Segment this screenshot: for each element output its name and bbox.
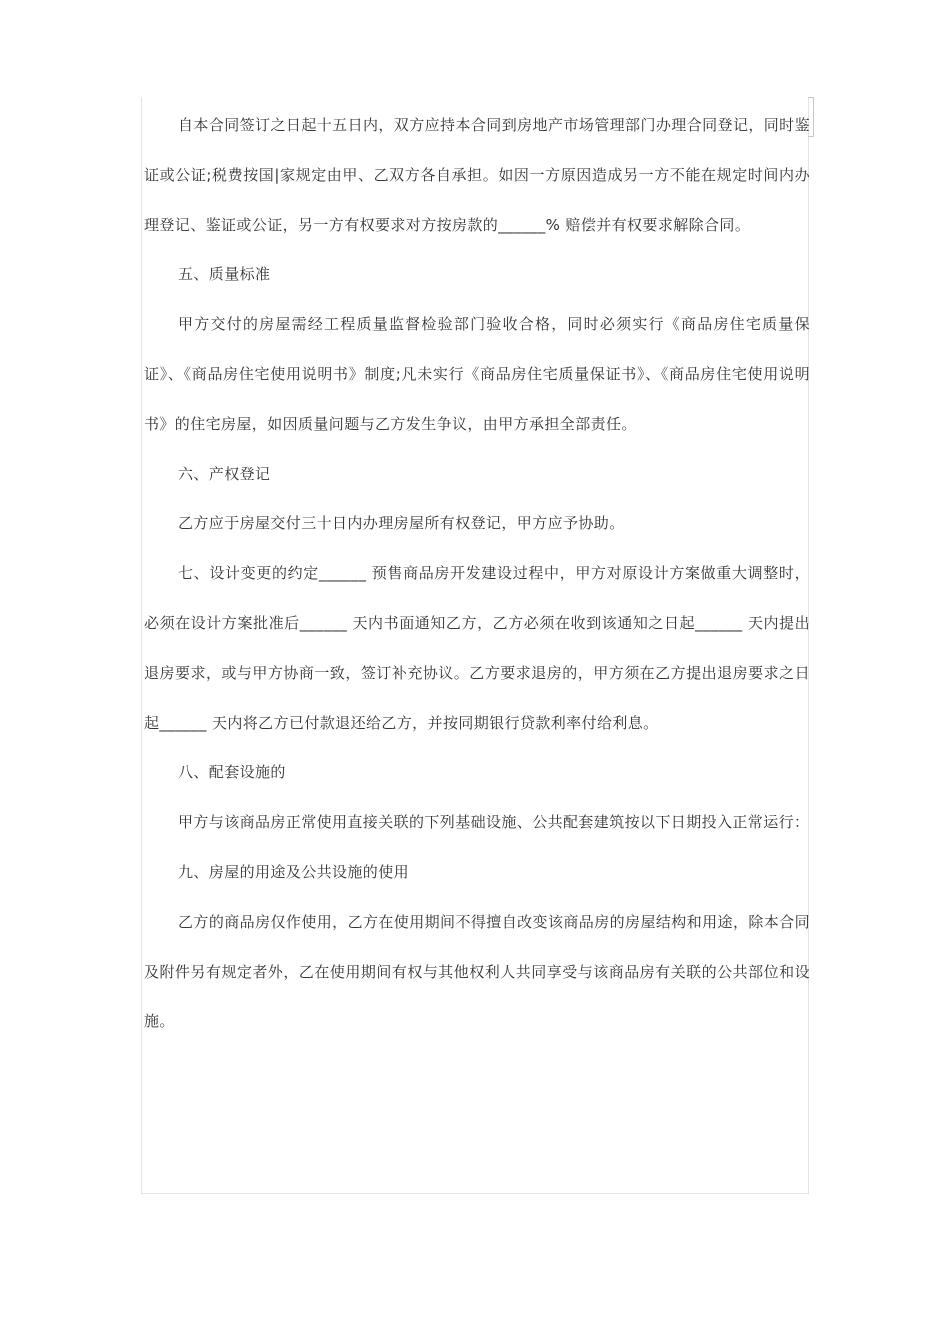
paragraph-property-registration: 乙方应于房屋交付三十日内办理房屋所有权登记，甲方应予协助。 xyxy=(178,514,625,533)
section-heading-property-registration: 六、产权登记 xyxy=(178,464,271,483)
paragraph-design-change: 七、设计变更的约定______ 预售商品房开发建设过程中，甲方对原设计方案做重大调整时，必须在设计方案批准后______ 天内书面通知乙方，乙方必须在收到该通知之日起______ 天内提出退房要求，或与甲方协商一致，签订补充协议。乙方要求退房的，甲方须在乙方提出退房要求之日起______ 天内将乙方已付款退还给乙方，并按同期银行贷款利率付给利息。 xyxy=(144,564,810,732)
paragraph-facilities: 甲方与该商品房正常使用直接关联的下列基础设施、公共配套建筑按以下日期投入正常运行： xyxy=(178,813,810,832)
section-heading-usage: 九、房屋的用途及公共设施的使用 xyxy=(178,862,410,881)
paragraph-usage: 乙方的商品房仅作使用，乙方在使用期间不得擅自改变该商品房的房屋结构和用途，除本合同及附件另有规定者外，乙在使用期间有权与其他权利人共同享受与该商品房有关联的公共部位和设施。 xyxy=(144,912,810,1031)
paragraph-registration: 自本合同签订之日起十五日内，双方应持本合同到房地产市场管理部门办理合同登记，同时鉴证或公证;税费按国|家规定由甲、乙双方各自承担。如因一方原因造成另一方不能在规定时间内办理登记、鉴证或公证，另一方有权要求对方按房款的______% 赔偿并有权要求解除合同。 xyxy=(144,116,810,234)
document-body xyxy=(144,101,810,1047)
section-heading-facilities: 八、配套设施的 xyxy=(178,763,286,782)
paragraph-quality: 甲方交付的房屋需经工程质量监督检验部门验收合格，同时必须实行《商品房住宅质量保证》、《商品房住宅使用说明书》制度;凡未实行《商品房住宅质量保证书》、《商品房住宅使用说明书》的住宅房屋，如因质量问题与乙方发生争议，由甲方承担全部责任。 xyxy=(144,315,810,433)
section-heading-quality: 五、质量标准 xyxy=(178,265,271,284)
